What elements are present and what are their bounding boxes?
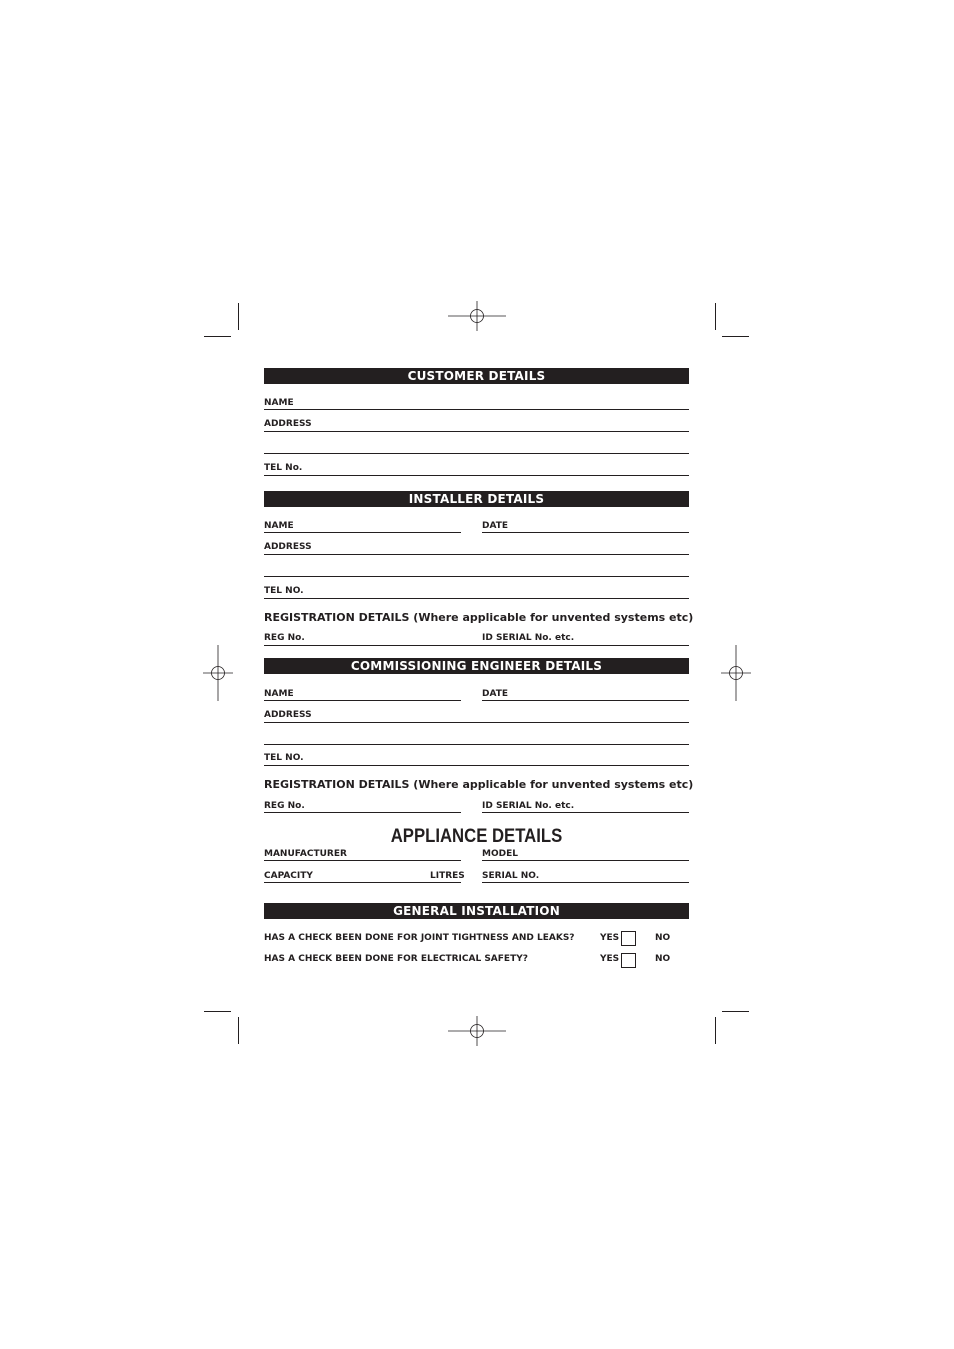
installer-details-heading: INSTALLER DETAILS	[264, 491, 689, 507]
customer-name-label: NAME	[264, 398, 294, 408]
crop-mark	[715, 303, 716, 330]
installer-reg-field[interactable]	[264, 645, 689, 646]
yes-checkbox[interactable]	[621, 953, 636, 968]
engineer-tel-field[interactable]	[264, 765, 689, 766]
installer-tel-field[interactable]	[264, 598, 689, 599]
engineer-name-field[interactable]	[264, 700, 461, 701]
installer-address-field[interactable]	[264, 554, 689, 555]
engineer-address-field[interactable]	[264, 722, 689, 723]
engineer-id-serial-field[interactable]	[482, 812, 689, 813]
crop-mark	[722, 1011, 749, 1012]
yes-checkbox[interactable]	[621, 931, 636, 946]
capacity-field[interactable]	[264, 882, 461, 883]
no-label: NO	[655, 954, 671, 964]
customer-tel-label: TEL No.	[264, 463, 303, 473]
installer-name-field[interactable]	[264, 532, 461, 533]
installer-id-serial-label: ID SERIAL No. etc.	[482, 633, 575, 643]
crop-mark	[204, 1011, 231, 1012]
appliance-details-heading: APPLIANCE DETAILS	[390, 826, 563, 847]
engineer-date-field[interactable]	[482, 700, 689, 701]
registration-target-icon	[448, 301, 506, 331]
customer-address-field[interactable]	[264, 431, 689, 432]
crop-mark	[722, 336, 749, 337]
serial-no-field[interactable]	[482, 882, 689, 883]
crop-mark	[715, 1017, 716, 1044]
engineer-registration-heading: REGISTRATION DETAILS (Where applicable for unvented systems etc)	[264, 778, 694, 791]
engineer-tel-label: TEL NO.	[264, 753, 304, 763]
general-installation-heading: GENERAL INSTALLATION	[264, 903, 689, 919]
registration-target-icon	[721, 645, 751, 701]
engineer-details-heading: COMMISSIONING ENGINEER DETAILS	[264, 658, 689, 674]
installer-address-field-2[interactable]	[264, 576, 689, 577]
engineer-reg-no-field[interactable]	[264, 812, 461, 813]
installer-registration-heading: REGISTRATION DETAILS (Where applicable for unvented systems etc)	[264, 611, 694, 624]
model-field[interactable]	[482, 860, 689, 861]
customer-name-field[interactable]	[264, 409, 689, 410]
litres-label: LITRES	[430, 871, 465, 881]
crop-mark	[204, 336, 231, 337]
registration-target-icon	[448, 1016, 506, 1046]
installer-date-field[interactable]	[482, 532, 689, 533]
engineer-id-serial-label: ID SERIAL No. etc.	[482, 801, 575, 811]
engineer-reg-no-label: REG No.	[264, 801, 305, 811]
capacity-label: CAPACITY	[264, 871, 313, 881]
question-text: HAS A CHECK BEEN DONE FOR JOINT TIGHTNESS AND LEAKS?	[264, 933, 575, 943]
manufacturer-label: MANUFACTURER	[264, 849, 347, 859]
installer-tel-label: TEL NO.	[264, 586, 304, 596]
customer-address-label: ADDRESS	[264, 419, 312, 429]
installer-date-label: DATE	[482, 521, 509, 531]
yes-label: YES	[600, 933, 620, 943]
question-text: HAS A CHECK BEEN DONE FOR ELECTRICAL SAFETY?	[264, 954, 528, 964]
serial-no-label: SERIAL NO.	[482, 871, 540, 881]
engineer-address-field-2[interactable]	[264, 744, 689, 745]
installer-reg-no-label: REG No.	[264, 633, 305, 643]
crop-mark	[238, 303, 239, 330]
customer-tel-field[interactable]	[264, 475, 689, 476]
customer-address-field-2[interactable]	[264, 453, 689, 454]
registration-target-icon	[203, 645, 233, 701]
engineer-name-label: NAME	[264, 689, 294, 699]
model-label: MODEL	[482, 849, 518, 859]
crop-mark	[238, 1017, 239, 1044]
manufacturer-field[interactable]	[264, 860, 461, 861]
engineer-date-label: DATE	[482, 689, 509, 699]
customer-details-heading: CUSTOMER DETAILS	[264, 368, 689, 384]
yes-label: YES	[600, 954, 620, 964]
engineer-address-label: ADDRESS	[264, 710, 312, 720]
no-label: NO	[655, 933, 671, 943]
installer-name-label: NAME	[264, 521, 294, 531]
installer-address-label: ADDRESS	[264, 542, 312, 552]
